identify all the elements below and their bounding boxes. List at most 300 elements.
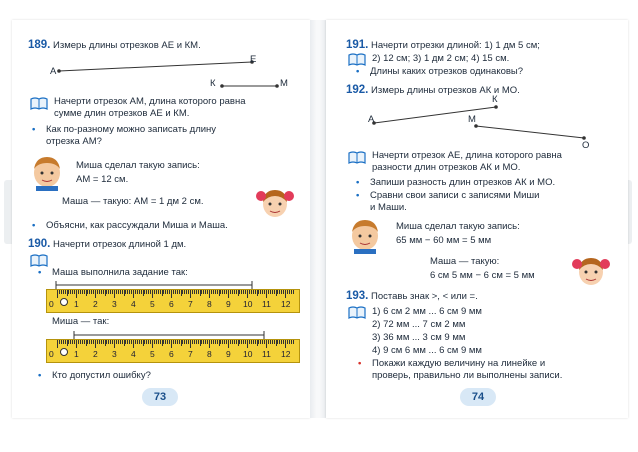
point-m (275, 84, 279, 88)
ruler-tick (91, 340, 92, 344)
ruler-tick (272, 340, 273, 344)
exercise-190-text: Начерти отрезок длиной 1 дм. (53, 239, 187, 250)
ruler-tick (163, 290, 164, 294)
ruler-tick (201, 290, 202, 294)
ruler-tick (63, 290, 64, 294)
ruler-label: 12 (281, 349, 291, 359)
exercise-191-number: 191. (346, 39, 369, 51)
ruler-tick (114, 340, 115, 348)
ruler-label: 10 (243, 299, 253, 309)
ruler-tick (175, 290, 176, 294)
ruler-tick (139, 340, 140, 344)
ruler-tick (260, 340, 261, 344)
masha-portrait (256, 184, 294, 220)
ruler-label: 2 (93, 349, 98, 359)
ruler-tick (82, 340, 83, 344)
ruler-tick (91, 290, 92, 294)
item-193-1: 1) 6 см 2 мм ... 6 см 9 мм (372, 306, 482, 317)
ruler-label: 6 (169, 299, 174, 309)
ruler-tick (192, 290, 193, 294)
ruler-tick (65, 290, 66, 294)
ruler-tick (249, 290, 250, 294)
misha-189-line2: АМ = 12 см. (76, 174, 129, 185)
ruler-tick (124, 340, 125, 346)
ruler-tick (285, 290, 286, 298)
ruler-tick (287, 340, 288, 344)
point-k (220, 84, 224, 88)
ruler-tick (84, 290, 85, 294)
exercise-193-text: Поставь знак >, < или =. (371, 291, 478, 302)
ruler-tick (283, 290, 284, 294)
ruler-label: 1 (74, 299, 79, 309)
item-193-4: 4) 9 см 6 мм ... 6 см 9 мм (372, 345, 482, 356)
ruler-tick (198, 290, 199, 294)
ruler-tick (200, 290, 201, 296)
ruler-tick (219, 340, 220, 346)
ruler-tick (154, 290, 155, 294)
ruler-tick (179, 290, 180, 294)
ruler-tick (125, 290, 126, 294)
label-a: А (368, 114, 375, 125)
ruler-tick (144, 290, 145, 294)
ruler-tick (253, 340, 254, 344)
ruler-label: 3 (112, 299, 117, 309)
ruler-tick (188, 290, 189, 294)
ruler-tick (234, 340, 235, 344)
ruler-tick (118, 340, 119, 344)
ruler-tick (239, 340, 240, 344)
ruler-label: 10 (243, 349, 253, 359)
ruler-label: 9 (226, 299, 231, 309)
ruler-tick (207, 290, 208, 294)
label-o: О (582, 140, 590, 151)
ruler-tick (277, 290, 278, 294)
item-193-2: 2) 72 мм ... 7 см 2 мм (372, 319, 466, 330)
ruler-tick (82, 290, 83, 294)
ruler-tick (209, 290, 210, 298)
item-193-3: 3) 36 мм ... 3 см 9 мм (372, 332, 466, 343)
masha-portrait (572, 252, 610, 288)
masha-192-line2: 6 см 5 мм − 6 см = 5 мм (430, 270, 535, 281)
ruler-label: 3 (112, 349, 117, 359)
ruler-tick (110, 340, 111, 344)
ruler-tick (255, 340, 256, 344)
ruler-tick (86, 290, 87, 296)
ruler-label: 8 (207, 349, 212, 359)
ruler-tick (245, 340, 246, 344)
point-a (57, 69, 61, 73)
ruler-tick (97, 340, 98, 344)
ruler-tick (245, 290, 246, 294)
ruler-tick (257, 290, 258, 296)
ruler-tick (74, 290, 75, 294)
ruler-tick (146, 290, 147, 294)
ruler-tick (251, 290, 252, 294)
label-a: А (50, 66, 57, 77)
ruler-tick (184, 290, 185, 294)
ruler-tick (108, 340, 109, 344)
ruler-tick (125, 340, 126, 344)
misha-portrait (348, 216, 382, 254)
ruler-tick (293, 290, 294, 294)
label-k: К (210, 78, 216, 89)
ruler-tick (129, 340, 130, 344)
ruler-tick (173, 340, 174, 344)
ruler-tick (243, 290, 244, 294)
ruler-tick (78, 290, 79, 294)
ruler-tick (148, 340, 149, 344)
ruler-tick (241, 340, 242, 344)
ruler-tick (156, 290, 157, 294)
notebook-icon (348, 53, 366, 66)
ruler-tick (114, 290, 115, 298)
ruler-tick (106, 340, 107, 344)
ruler-tick (133, 290, 134, 298)
ruler-tick (205, 290, 206, 294)
ruler-tick (150, 290, 151, 294)
ruler-tick (182, 290, 183, 294)
ruler-tick (228, 340, 229, 348)
ruler-tick (196, 290, 197, 294)
ruler-masha (46, 289, 300, 313)
task-189-line2: сумме длин отрезков АЕ и КМ. (54, 108, 190, 119)
ruler-label: 11 (262, 299, 271, 309)
ruler-tick (112, 340, 113, 344)
ruler-tick (186, 340, 187, 344)
ruler-tick (274, 340, 275, 344)
ruler-tick (154, 340, 155, 344)
ruler-tick (224, 290, 225, 294)
ruler-tick (181, 290, 182, 296)
bullet-icon: • (32, 220, 36, 231)
ruler-tick (177, 290, 178, 294)
ruler-tick (103, 290, 104, 294)
ruler-tick (124, 290, 125, 296)
ruler-tick (116, 290, 117, 294)
ruler-tick (257, 340, 258, 346)
ruler-tick (215, 290, 216, 294)
ruler-tick (285, 340, 286, 348)
ruler-label: 11 (262, 349, 271, 359)
ruler-tick (220, 290, 221, 294)
ruler-tick (194, 290, 195, 294)
ruler-tick (291, 290, 292, 294)
bullet-icon: • (358, 358, 362, 369)
notebook-icon (30, 97, 48, 110)
label-e: Е (250, 54, 257, 65)
ruler-tick (200, 340, 201, 346)
ruler-label: 6 (169, 349, 174, 359)
ruler-tick (198, 340, 199, 344)
ruler-tick (262, 290, 263, 294)
ruler-tick (165, 340, 166, 344)
ruler-tick (171, 290, 172, 298)
ruler-label: 9 (226, 349, 231, 359)
ruler-label: 7 (188, 299, 193, 309)
ruler-tick (122, 290, 123, 294)
exercise-190-number: 190. (28, 238, 51, 250)
ruler-tick (141, 290, 142, 294)
explain-189: Объясни, как рассуждали Миша и Маша. (46, 220, 228, 231)
bullet-icon: • (38, 370, 42, 381)
ruler-tick (169, 290, 170, 294)
ruler-tick (139, 290, 140, 294)
ruler-tick (194, 340, 195, 344)
ruler-tick (262, 340, 263, 344)
ruler-tick (291, 340, 292, 344)
ruler-tick (266, 290, 267, 298)
question-191: Длины каких отрезков одинаковы? (370, 66, 524, 77)
ruler-tick (230, 340, 231, 344)
bullet-icon: • (356, 66, 360, 77)
ruler-tick (196, 340, 197, 344)
ruler-tick (279, 290, 280, 294)
ruler-tick (68, 290, 69, 294)
ruler-tick (162, 290, 163, 296)
ruler-tick (247, 340, 248, 348)
exercise-193-heading (346, 290, 478, 303)
ruler-tick (230, 290, 231, 294)
bullet-icon: • (356, 190, 360, 201)
exercise-193-number: 193. (346, 290, 369, 302)
ruler-label: 12 (281, 299, 291, 309)
ruler-tick (65, 340, 66, 344)
ruler-tick (137, 290, 138, 294)
ruler-tick (226, 340, 227, 344)
bullet-193-line1: Покажи каждую величину на линейке и (372, 358, 546, 369)
ruler-tick (165, 290, 166, 294)
ruler-tick (127, 340, 128, 344)
ruler-tick (108, 290, 109, 294)
ruler-tick (247, 290, 248, 298)
ruler-tick (89, 340, 90, 344)
ruler-tick (57, 290, 58, 298)
ruler-tick (253, 290, 254, 294)
ruler-tick (264, 340, 265, 344)
bullet-icon: • (38, 267, 42, 278)
ruler-tick (59, 340, 60, 344)
ruler-tick (217, 290, 218, 294)
ruler-zero-mark (60, 348, 68, 356)
ruler-tick (86, 340, 87, 346)
ruler-tick (97, 290, 98, 294)
question-190: Кто допустил ошибку? (52, 370, 151, 381)
ruler-tick (270, 340, 271, 344)
label-m: М (280, 78, 288, 89)
misha-did-190: Миша — так: (52, 316, 110, 327)
ruler-tick (226, 290, 227, 294)
ruler-tick (135, 290, 136, 294)
ruler-tick (95, 290, 96, 298)
ruler-tick (67, 340, 68, 346)
ruler-tick (215, 340, 216, 344)
bullet-192-1: Запиши разность длин отрезков АК и МО. (370, 177, 556, 188)
ruler-tick (143, 340, 144, 346)
ruler-tick (152, 340, 153, 348)
ruler-tick (137, 340, 138, 344)
ruler-label: 5 (150, 349, 155, 359)
ruler-tick (152, 290, 153, 298)
exercise-191-line1: Начерти отрезки длиной: 1) 1 дм 5 см; (371, 40, 540, 51)
page-number-73: 73 (142, 388, 178, 406)
ruler-tick (118, 290, 119, 294)
ruler-tick (281, 290, 282, 294)
ruler-tick (236, 340, 237, 344)
ruler-tick (173, 290, 174, 294)
ruler-tick (190, 290, 191, 298)
ruler-tick (281, 340, 282, 344)
exercise-192-text: Измерь длины отрезков АК и МО. (371, 85, 520, 96)
ruler-tick (203, 340, 204, 344)
ruler-tick (232, 290, 233, 294)
ruler-tick (93, 340, 94, 344)
ruler-tick (207, 340, 208, 344)
exercise-189-heading (28, 39, 201, 52)
bullet-icon: • (356, 177, 360, 188)
ruler-tick (87, 290, 88, 294)
bullet-192-2-line1: Сравни свои записи с записями Миши (370, 190, 540, 201)
notebook-icon (348, 151, 366, 164)
ruler-tick (95, 340, 96, 348)
ruler-label: 1 (74, 349, 79, 359)
ruler-tick (181, 340, 182, 346)
notebook-icon (348, 306, 366, 319)
ruler-tick (131, 290, 132, 294)
ruler-tick (146, 340, 147, 344)
ruler-tick (70, 290, 71, 294)
ruler-tick (158, 340, 159, 344)
ruler-tick (76, 290, 77, 298)
ruler-tick (99, 340, 100, 344)
ruler-tick (101, 340, 102, 344)
ruler-tick (169, 340, 170, 344)
ruler-tick (59, 290, 60, 294)
ruler-tick (243, 340, 244, 344)
ruler-tick (80, 290, 81, 294)
question-189-line1: Как по-разному можно записать длину (46, 124, 217, 135)
ruler-tick (276, 290, 277, 296)
ruler-tick (211, 290, 212, 294)
ruler-tick (213, 290, 214, 294)
page-right (326, 20, 628, 418)
ruler-zero-mark (60, 298, 68, 306)
task-192-line1: Начерти отрезок АЕ, длина которого равна (372, 150, 562, 161)
ruler-tick (160, 290, 161, 294)
page-number-74: 74 (460, 388, 496, 406)
masha-192-line1: Маша — такую: (430, 256, 500, 267)
label-k: К (492, 94, 498, 105)
ruler-tick (232, 340, 233, 344)
ruler-tick (93, 290, 94, 294)
ruler-label: 2 (93, 299, 98, 309)
misha-192-line1: Миша сделал такую запись: (396, 221, 520, 232)
ruler-tick (203, 290, 204, 294)
ruler-label: 5 (150, 299, 155, 309)
ruler-tick (220, 340, 221, 344)
ruler-tick (268, 340, 269, 344)
ruler-tick (63, 340, 64, 344)
ruler-tick (162, 340, 163, 346)
ruler-tick (122, 340, 123, 344)
book-gutter (310, 20, 326, 418)
ruler-tick (110, 290, 111, 294)
ruler-tick (222, 340, 223, 344)
ruler-tick (177, 340, 178, 344)
misha-192-line2: 65 мм − 60 мм = 5 мм (396, 235, 492, 246)
ruler-tick (222, 290, 223, 294)
ruler-tick (99, 290, 100, 294)
ruler-tick (61, 340, 62, 344)
ruler-tick (209, 340, 210, 348)
exercise-189-text: Измерь длины отрезков АЕ и КМ. (53, 40, 201, 51)
ruler-tick (289, 340, 290, 344)
ruler-tick (163, 340, 164, 344)
exercise-192-number: 192. (346, 84, 369, 96)
ruler-tick (144, 340, 145, 344)
ruler-label: 0 (49, 349, 54, 359)
ruler-tick (283, 340, 284, 344)
ruler-tick (120, 290, 121, 294)
exercise-189-number: 189. (28, 39, 51, 51)
ruler-tick (249, 340, 250, 344)
ruler-tick (277, 340, 278, 344)
label-m: М (468, 114, 476, 125)
ruler-tick (150, 340, 151, 344)
ruler-tick (167, 340, 168, 344)
ruler-tick (106, 290, 107, 294)
ruler-tick (255, 290, 256, 294)
exercise-191-line2: 2) 12 см; 3) 1 дм 2 см; 4) 15 см. (372, 53, 510, 64)
ruler-tick (127, 290, 128, 294)
ruler-misha (46, 339, 300, 363)
ruler-tick (219, 290, 220, 296)
ruler-tick (68, 340, 69, 344)
ruler-tick (148, 290, 149, 294)
ruler-tick (239, 290, 240, 294)
ruler-tick (268, 290, 269, 294)
ruler-tick (61, 290, 62, 294)
ruler-tick (192, 340, 193, 344)
ruler-tick (224, 340, 225, 344)
ruler-tick (217, 340, 218, 344)
ruler-tick (175, 340, 176, 344)
exercise-191-heading (346, 39, 540, 52)
ruler-tick (72, 340, 73, 344)
ruler-tick (84, 340, 85, 344)
masha-did-190: Маша выполнила задание так: (52, 267, 188, 278)
ruler-tick (213, 340, 214, 344)
ruler-tick (276, 340, 277, 346)
ruler-tick (241, 290, 242, 294)
ruler-tick (129, 290, 130, 294)
ruler-label: 7 (188, 349, 193, 359)
ruler-tick (260, 290, 261, 294)
segments-ae-km (12, 52, 310, 102)
masha-189-line: Маша — такую: АМ = 1 дм 2 см. (62, 196, 204, 207)
ruler-tick (274, 290, 275, 294)
ruler-tick (116, 340, 117, 344)
ruler-tick (101, 290, 102, 294)
ruler-tick (74, 340, 75, 344)
ruler-tick (143, 290, 144, 296)
ruler-tick (211, 340, 212, 344)
ruler-tick (238, 340, 239, 346)
page-left (12, 20, 310, 418)
ruler-tick (105, 340, 106, 346)
ruler-tick (279, 340, 280, 344)
ruler-label: 4 (131, 349, 136, 359)
ruler-tick (182, 340, 183, 344)
